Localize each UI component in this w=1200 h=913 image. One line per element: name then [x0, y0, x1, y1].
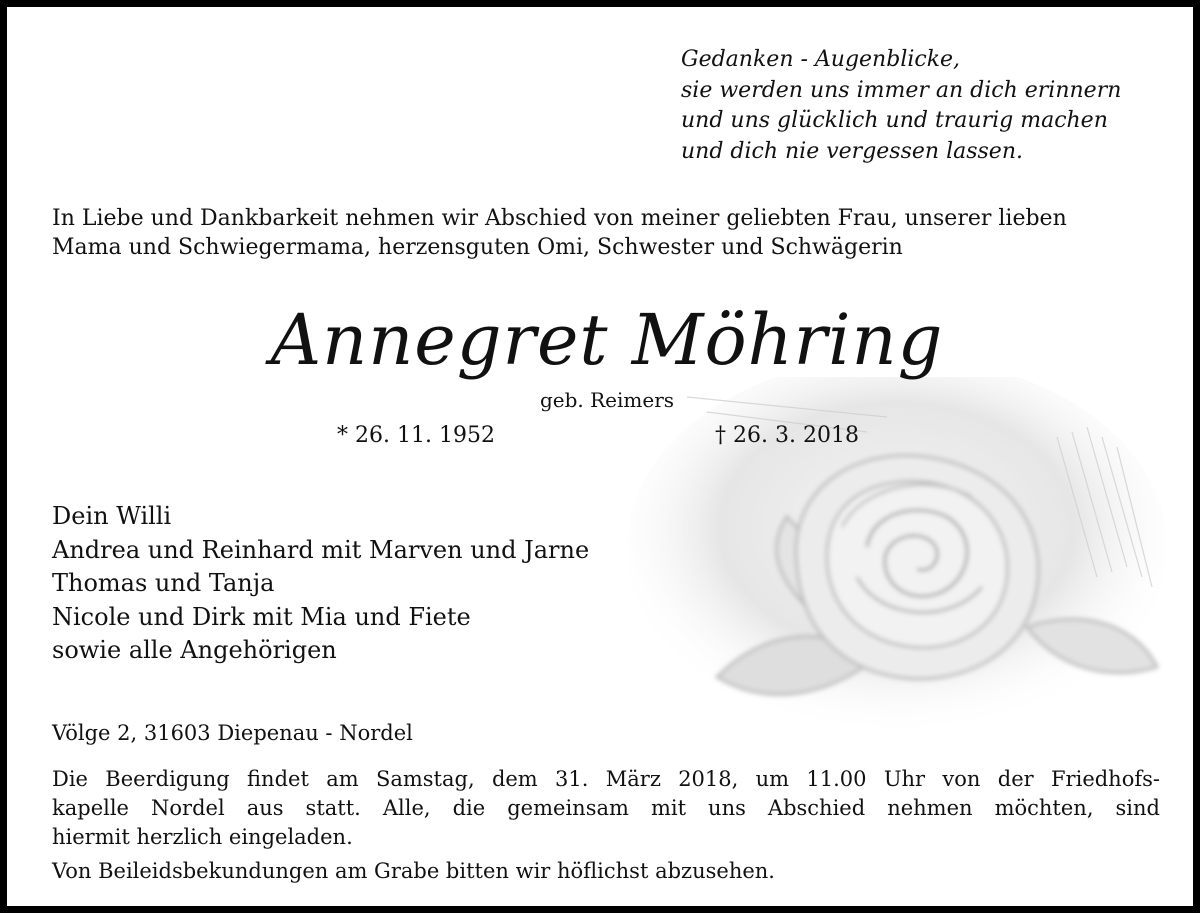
birth-date: * 26. 11. 1952 [337, 423, 495, 448]
funeral-line: hiermit herzlich eingeladen. [52, 825, 353, 849]
poem-line: und dich nie vergessen lassen. [681, 138, 1023, 164]
mourner-line: Dein Willi [52, 502, 172, 530]
mourner-line: sowie alle Angehörigen [52, 636, 337, 664]
funeral-line: kapelle Nordel aus statt. Alle, die gemeinsam mit uns Abschied nehmen möchten, sind [52, 796, 1160, 820]
intro-line: Mama und Schwiegermama, herzensguten Omi, Schwester und Schwägerin [52, 235, 903, 260]
maiden-name: geb. Reimers [539, 388, 675, 412]
funeral-info [52, 765, 1160, 852]
poem-line: Gedanken - Augenblicke, [681, 47, 961, 72]
rose-illustration [627, 377, 1167, 747]
mourner-line: Andrea und Reinhard mit Marven und Jarne [52, 535, 590, 564]
mourners-list [52, 500, 589, 668]
poem [681, 45, 1121, 167]
poem-line: sie werden uns immer an dich erinnern [681, 77, 1122, 103]
poem-line: und uns glücklich und traurig machen [681, 108, 1108, 133]
death-date: † 26. 3. 2018 [715, 423, 859, 448]
mourner-line: Thomas und Tanja [52, 569, 275, 597]
funeral-line: Die Beerdigung findet am Samstag, dem 31. März 2018, um 11.00 Uhr von der Friedhofs- [52, 767, 1160, 791]
intro-line: In Liebe und Dankbarkeit nehmen wir Abschied von meiner geliebten Frau, unserer lieben [52, 206, 1067, 231]
intro-text [52, 204, 1067, 262]
deceased-name: Annegret Möhring [270, 299, 944, 381]
address: Völge 2, 31603 Diepenau - Nordel [52, 721, 413, 745]
mourner-line: Nicole und Dirk mit Mia und Fiete [52, 602, 471, 631]
condolence-note: Von Beileidsbekundungen am Grabe bitten wir höflichst abzusehen. [52, 859, 775, 883]
